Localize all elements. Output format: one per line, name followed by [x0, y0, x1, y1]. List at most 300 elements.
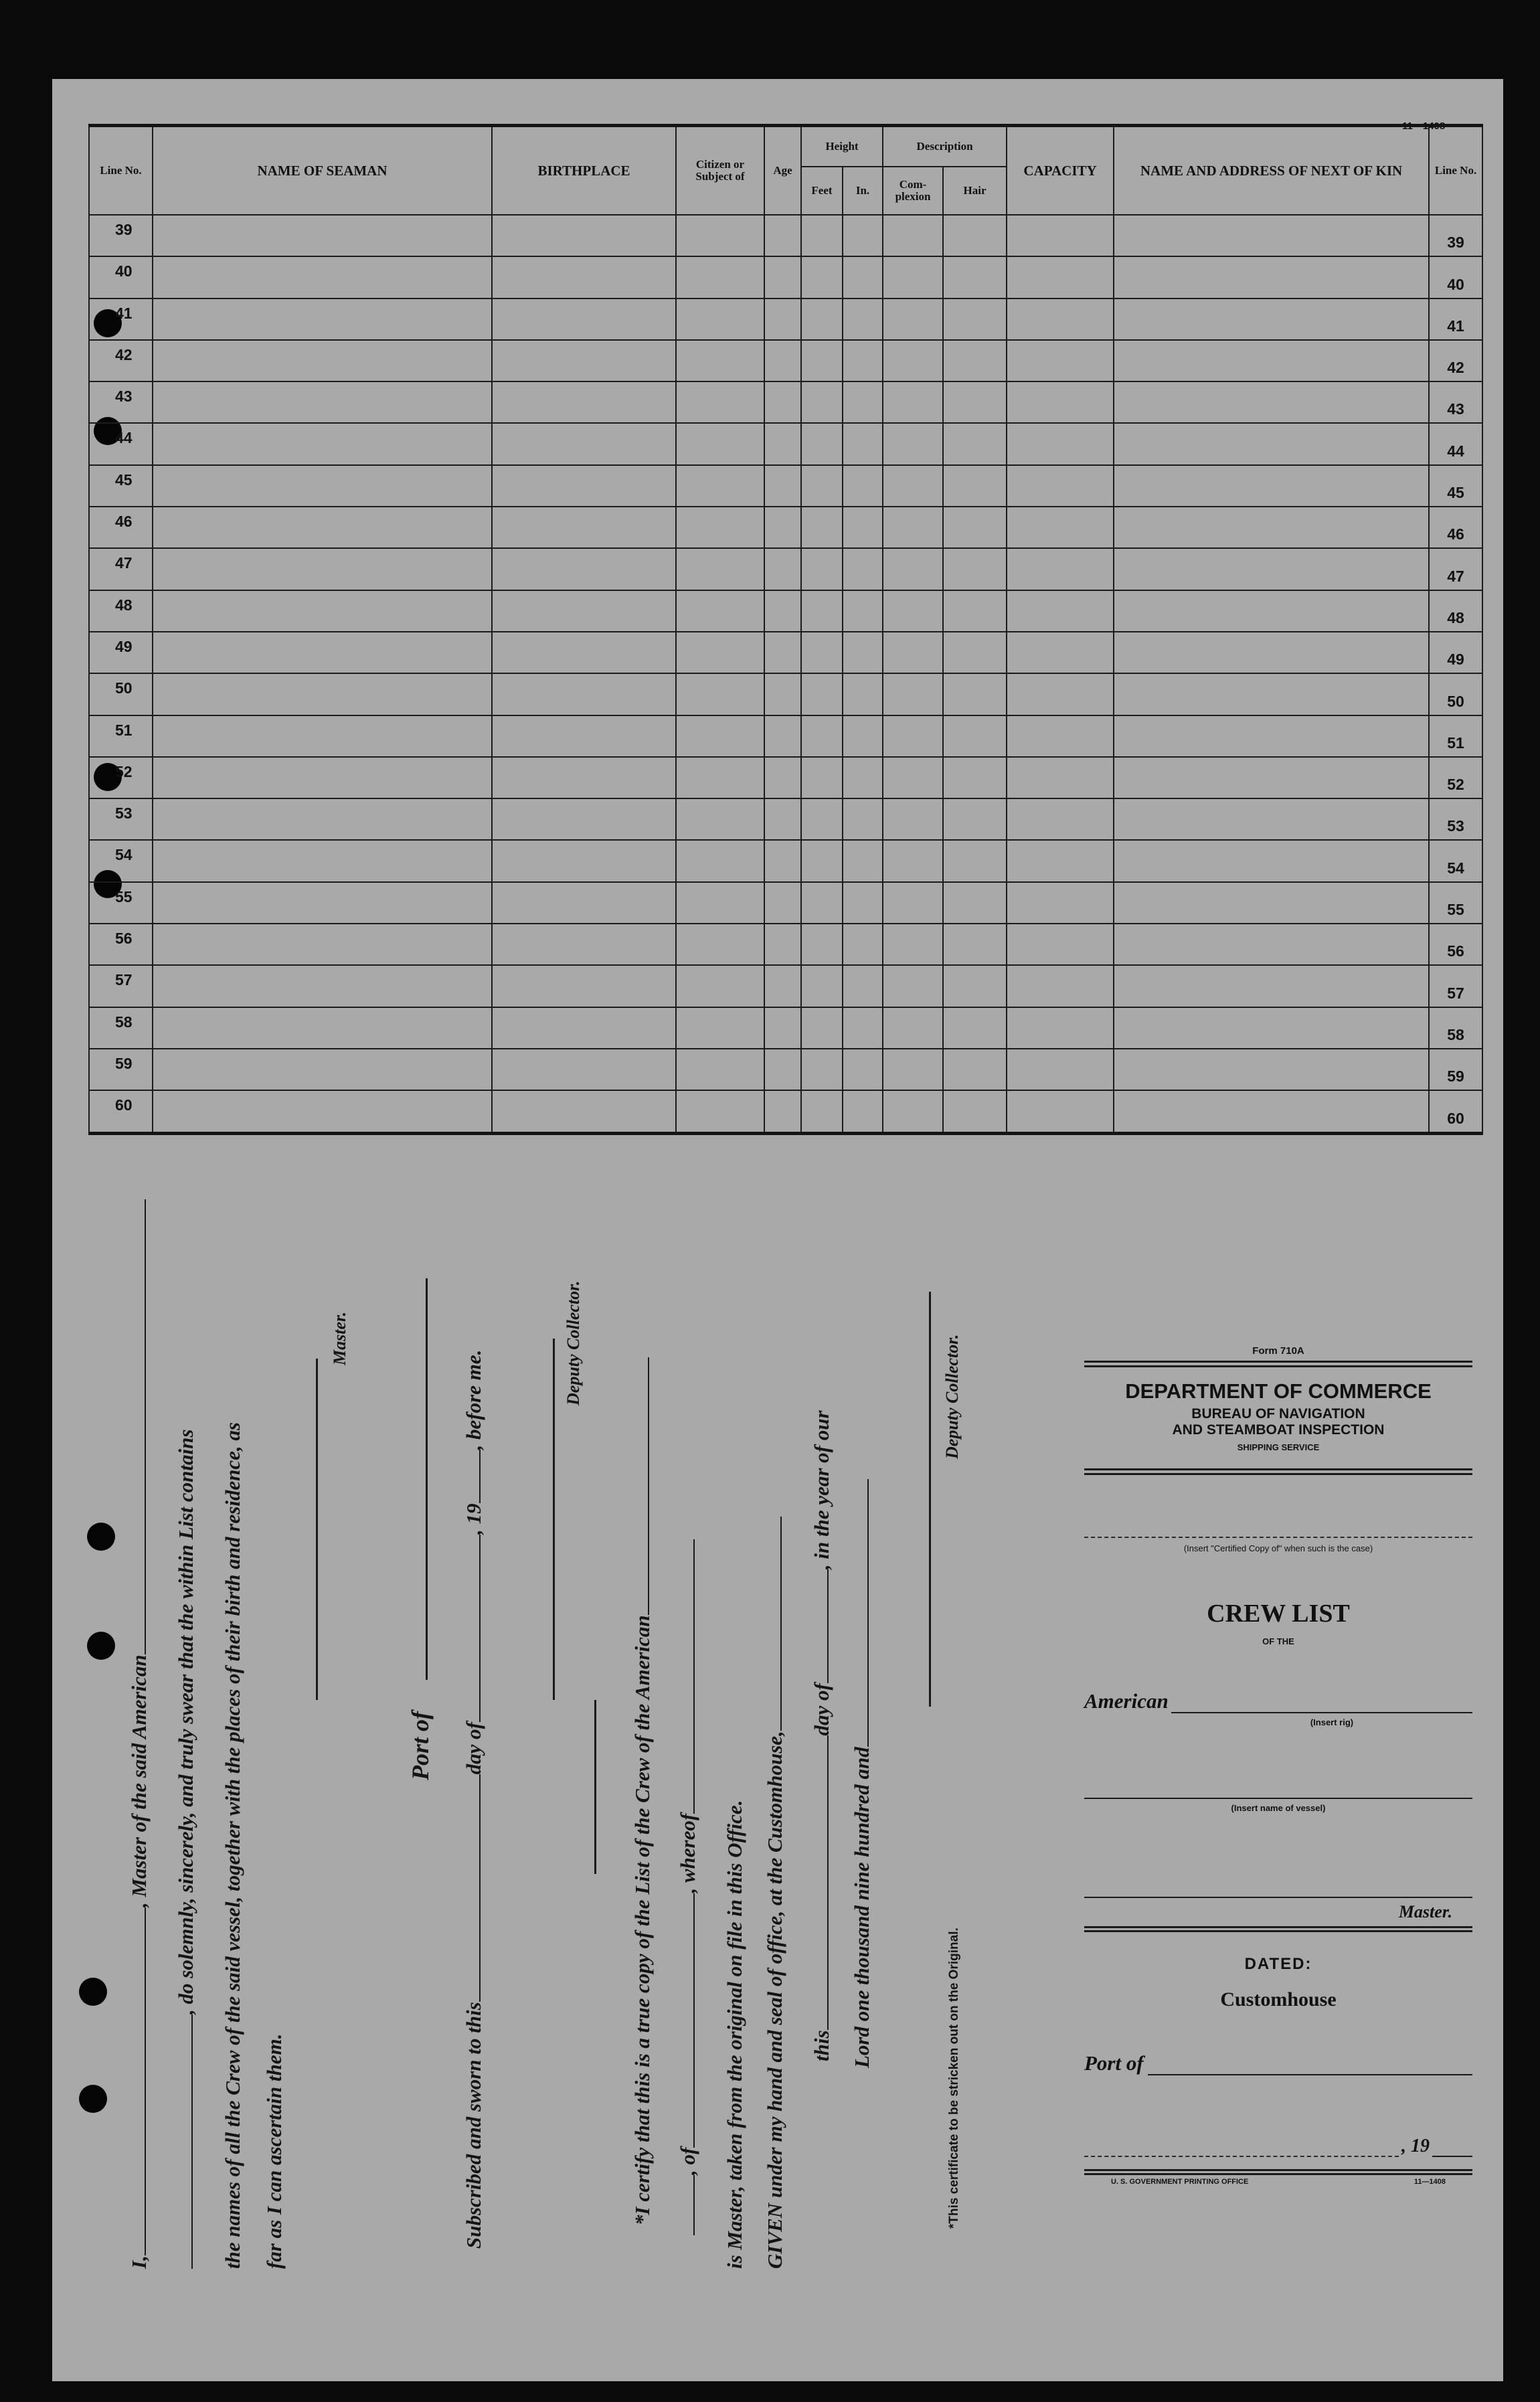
- table-row: [89, 215, 1482, 256]
- line-number-text: 53: [1447, 817, 1464, 835]
- line-number-left: [89, 256, 153, 298]
- line-number-text: 50: [115, 679, 133, 697]
- punch-hole: [79, 2085, 107, 2113]
- table-row: [89, 715, 1482, 757]
- line-number-text: 43: [115, 388, 133, 406]
- table-cell: [676, 882, 764, 924]
- deputy-collector-2: Deputy Collector.: [942, 1334, 962, 1459]
- table-cell: [492, 757, 676, 798]
- line-number-text: 50: [1447, 692, 1464, 710]
- table-cell: [1007, 757, 1114, 798]
- table-cell: [153, 548, 492, 590]
- line-number-right: [1429, 1007, 1482, 1049]
- table-cell: [943, 798, 1007, 840]
- table-cell: [1114, 423, 1429, 464]
- table-cell: [801, 924, 843, 965]
- table-cell: [883, 757, 943, 798]
- table-cell: [153, 757, 492, 798]
- table-cell: [492, 632, 676, 673]
- header-capacity: CAPACITY: [1007, 126, 1114, 216]
- punch-hole: [87, 1632, 115, 1660]
- line-number-left: [89, 1090, 153, 1133]
- line-number-left: [89, 840, 153, 881]
- line-number-right: [1429, 215, 1482, 256]
- table-cell: [676, 1007, 764, 1049]
- table-cell: [883, 632, 943, 673]
- table-cell: [153, 256, 492, 298]
- line-number-text: 41: [115, 304, 133, 322]
- table-cell: [943, 840, 1007, 881]
- table-cell: [801, 673, 843, 715]
- short-line: [594, 1700, 596, 1874]
- line-number-left: [89, 590, 153, 632]
- line-number-left: [89, 924, 153, 965]
- table-cell: [1007, 548, 1114, 590]
- table-cell: [1007, 256, 1114, 298]
- table-cell: [676, 590, 764, 632]
- line-number-left: [89, 798, 153, 840]
- table-cell: [1114, 298, 1429, 340]
- line-number-right: [1429, 340, 1482, 381]
- table-cell: [764, 1007, 801, 1049]
- table-cell: [1007, 715, 1114, 757]
- line-number-text: 47: [115, 554, 133, 572]
- line-number-right: [1429, 840, 1482, 881]
- table-cell: [843, 340, 883, 381]
- table-row: [89, 507, 1482, 548]
- table-cell: [1114, 798, 1429, 840]
- table-cell: [883, 590, 943, 632]
- line-number-right: [1429, 548, 1482, 590]
- table-cell: [676, 381, 764, 423]
- table-cell: [153, 1090, 492, 1133]
- line-number-text: 57: [1447, 984, 1464, 1002]
- line-number-text: 51: [115, 721, 133, 739]
- port-of-label: Port of: [407, 1711, 434, 1780]
- table-cell: [883, 673, 943, 715]
- table-cell: [153, 590, 492, 632]
- table-cell: [883, 548, 943, 590]
- line-number-text: 59: [115, 1054, 133, 1072]
- table-cell: [883, 1007, 943, 1049]
- line-number-text: 55: [115, 887, 133, 906]
- table-cell: [764, 465, 801, 507]
- table-cell: [943, 381, 1007, 423]
- line-number-left: [89, 715, 153, 757]
- table-cell: [676, 215, 764, 256]
- table-cell: [843, 590, 883, 632]
- table-cell: [153, 798, 492, 840]
- table-cell: [1114, 1049, 1429, 1090]
- table-cell: [492, 298, 676, 340]
- header-inches: In.: [843, 167, 883, 215]
- certificate-footnote: *This certificate to be stricken out on the Original.: [947, 1927, 961, 2229]
- table-cell: [1114, 1090, 1429, 1133]
- table-cell: [492, 965, 676, 1007]
- table-cell: [676, 840, 764, 881]
- line-number-right: [1429, 590, 1482, 632]
- table-cell: [764, 673, 801, 715]
- line-number-text: 58: [115, 1013, 133, 1031]
- table-cell: [883, 715, 943, 757]
- deputy-collector-line-2: [929, 1292, 931, 1707]
- line-number-text: 54: [1447, 859, 1464, 877]
- table-cell: [676, 256, 764, 298]
- table-cell: [801, 965, 843, 1007]
- table-cell: [764, 965, 801, 1007]
- line-number-left: [89, 632, 153, 673]
- cover-bureau-1: BUREAU OF NAVIGATION: [1191, 1406, 1365, 1422]
- table-cell: [843, 840, 883, 881]
- line-number-text: 55: [1447, 901, 1464, 919]
- line-number-left: [89, 1049, 153, 1090]
- table-cell: [1007, 673, 1114, 715]
- line-number-left: [89, 298, 153, 340]
- line-number-text: 42: [1447, 359, 1464, 377]
- cover-master-label: Master.: [1398, 1902, 1452, 1921]
- line-number-left: [89, 340, 153, 381]
- oath-line-4: far as I can ascertain them.: [262, 2033, 286, 2269]
- table-cell: [943, 548, 1007, 590]
- header-name-of-seaman: NAME OF SEAMAN: [153, 126, 492, 216]
- header-citizen: Citizen or Subject of: [676, 126, 764, 216]
- table-cell: [676, 298, 764, 340]
- line-number-text: 60: [115, 1096, 133, 1114]
- cover-form-number: Form 710A: [1252, 1345, 1304, 1357]
- table-cell: [492, 256, 676, 298]
- line-number-text: 39: [115, 221, 133, 238]
- deputy-collector-1: Deputy Collector.: [564, 1280, 583, 1405]
- header-hair: Hair: [943, 167, 1007, 215]
- table-row: [89, 340, 1482, 381]
- table-cell: [764, 632, 801, 673]
- table-cell: [764, 215, 801, 256]
- table-cell: [764, 715, 801, 757]
- table-cell: [1114, 1007, 1429, 1049]
- line-number-right: [1429, 1090, 1482, 1133]
- line-number-text: 54: [115, 846, 133, 864]
- line-number-text: 44: [115, 429, 133, 447]
- table-cell: [943, 215, 1007, 256]
- cover-customhouse: Customhouse: [1220, 1988, 1337, 2010]
- table-cell: [843, 381, 883, 423]
- cover-bureau-2: AND STEAMBOAT INSPECTION: [1172, 1422, 1385, 1438]
- line-number-text: 49: [1447, 651, 1464, 669]
- table-cell: [764, 882, 801, 924]
- line-number-text: 53: [115, 804, 133, 823]
- table-cell: [1007, 381, 1114, 423]
- table-cell: [676, 507, 764, 548]
- table-cell: [843, 673, 883, 715]
- table-row: [89, 590, 1482, 632]
- line-number-text: 46: [1447, 525, 1464, 543]
- table-cell: [883, 882, 943, 924]
- line-number-left: [89, 757, 153, 798]
- table-cell: [764, 256, 801, 298]
- table-cell: [676, 798, 764, 840]
- cover-insert-certified: (Insert "Certified Copy of" when such is the case): [1183, 1543, 1373, 1553]
- table-cell: [676, 1090, 764, 1133]
- table-cell: [1114, 590, 1429, 632]
- table-cell: [1114, 757, 1429, 798]
- table-cell: [153, 340, 492, 381]
- table-cell: [492, 1090, 676, 1133]
- table-cell: [153, 1049, 492, 1090]
- line-number-right: [1429, 507, 1482, 548]
- table-cell: [1007, 215, 1114, 256]
- certificate-this: thisday of, in the year of our: [810, 1410, 833, 2061]
- table-row: [89, 757, 1482, 798]
- table-row: [89, 1090, 1482, 1133]
- table-cell: [492, 340, 676, 381]
- line-number-text: 51: [1447, 734, 1464, 752]
- line-number-left: [89, 1007, 153, 1049]
- punch-hole: [79, 1978, 107, 2006]
- line-number-right: [1429, 882, 1482, 924]
- table-cell: [843, 632, 883, 673]
- table-cell: [676, 632, 764, 673]
- line-number-right: [1429, 673, 1482, 715]
- line-number-left: [89, 507, 153, 548]
- oath-line-1: I,, Master of the said American: [127, 1199, 151, 2269]
- table-cell: [883, 423, 943, 464]
- table-cell: [1114, 840, 1429, 881]
- header-birthplace: BIRTHPLACE: [492, 126, 676, 216]
- table-cell: [492, 882, 676, 924]
- port-of-line: [426, 1278, 428, 1680]
- table-cell: [1007, 1090, 1114, 1133]
- table-cell: [943, 590, 1007, 632]
- cover-insert-rig: (Insert rig): [1310, 1717, 1354, 1727]
- table-cell: [676, 423, 764, 464]
- table-cell: [676, 965, 764, 1007]
- table-cell: [801, 1007, 843, 1049]
- line-number-left: [89, 381, 153, 423]
- line-number-left: [89, 673, 153, 715]
- line-number-right: [1429, 757, 1482, 798]
- master-signature-line: [316, 1359, 318, 1700]
- table-cell: [764, 757, 801, 798]
- table-cell: [883, 924, 943, 965]
- line-number-right: [1429, 632, 1482, 673]
- table-cell: [764, 548, 801, 590]
- table-cell: [943, 632, 1007, 673]
- table-cell: [1114, 548, 1429, 590]
- table-cell: [153, 507, 492, 548]
- table-cell: [1007, 423, 1114, 464]
- table-cell: [492, 215, 676, 256]
- table-cell: [1114, 381, 1429, 423]
- table-cell: [492, 465, 676, 507]
- table-cell: [764, 507, 801, 548]
- table-cell: [1007, 340, 1114, 381]
- table-cell: [1114, 965, 1429, 1007]
- table-cell: [1114, 507, 1429, 548]
- table-cell: [492, 548, 676, 590]
- table-cell: [1114, 215, 1429, 256]
- line-number-right: [1429, 715, 1482, 757]
- table-cell: [883, 507, 943, 548]
- table-cell: [153, 882, 492, 924]
- cover-american-line: American: [1084, 1689, 1472, 1713]
- table-cell: [843, 423, 883, 464]
- header-complexion: Com-plexion: [883, 167, 943, 215]
- table-cell: [943, 298, 1007, 340]
- table-cell: [801, 1090, 843, 1133]
- table-row: [89, 673, 1482, 715]
- master-label: Master.: [330, 1311, 349, 1365]
- table-cell: [943, 965, 1007, 1007]
- table-cell: [676, 465, 764, 507]
- table-cell: [1114, 715, 1429, 757]
- cover-panel: [1084, 1345, 1472, 2215]
- line-number-text: 56: [115, 930, 133, 948]
- table-cell: [153, 840, 492, 881]
- line-number-left: [89, 548, 153, 590]
- table-row: [89, 965, 1482, 1007]
- certificate-line-2: , of, whereof: [676, 1539, 700, 2235]
- table-cell: [1007, 298, 1114, 340]
- table-row: [89, 256, 1482, 298]
- table-row: [89, 423, 1482, 464]
- table-cell: [943, 673, 1007, 715]
- table-cell: [843, 924, 883, 965]
- table-cell: [153, 632, 492, 673]
- line-number-left: [89, 965, 153, 1007]
- table-cell: [492, 1049, 676, 1090]
- table-cell: [883, 256, 943, 298]
- table-cell: [764, 798, 801, 840]
- table-cell: [843, 465, 883, 507]
- line-number-text: 40: [115, 262, 133, 280]
- table-cell: [801, 381, 843, 423]
- certificate-lord: Lord one thousand nine hundred and: [850, 1479, 874, 2068]
- table-cell: [1007, 1049, 1114, 1090]
- line-number-left: [89, 465, 153, 507]
- table-cell: [843, 715, 883, 757]
- line-number-right: [1429, 1049, 1482, 1090]
- line-number-right: [1429, 423, 1482, 464]
- table-cell: [883, 1049, 943, 1090]
- header-feet: Feet: [801, 167, 843, 215]
- table-cell: [801, 840, 843, 881]
- table-cell: [1007, 632, 1114, 673]
- table-cell: [883, 340, 943, 381]
- header-line-no-right: Line No.: [1429, 126, 1482, 216]
- table-cell: [801, 1049, 843, 1090]
- table-cell: [153, 215, 492, 256]
- line-number-text: 57: [115, 971, 133, 989]
- table-cell: [801, 340, 843, 381]
- table-cell: [943, 715, 1007, 757]
- table-cell: [153, 715, 492, 757]
- table-cell: [801, 757, 843, 798]
- table-cell: [801, 507, 843, 548]
- form-number-top: 11—1408: [1402, 120, 1446, 132]
- line-number-right: [1429, 798, 1482, 840]
- line-number-text: 52: [1447, 776, 1464, 794]
- table-row: [89, 381, 1482, 423]
- table-cell: [883, 798, 943, 840]
- table-cell: [801, 632, 843, 673]
- cover-of-the: OF THE: [1262, 1636, 1294, 1646]
- table-row: [89, 1049, 1482, 1090]
- table-cell: [676, 673, 764, 715]
- table-cell: [943, 882, 1007, 924]
- line-number-text: 47: [1447, 567, 1464, 585]
- table-cell: [1007, 840, 1114, 881]
- deputy-collector-line-1: [553, 1339, 555, 1700]
- table-cell: [1007, 965, 1114, 1007]
- table-cell: [943, 757, 1007, 798]
- table-cell: [676, 715, 764, 757]
- table-cell: [943, 1090, 1007, 1133]
- table-row: [89, 840, 1482, 881]
- table-cell: [1007, 590, 1114, 632]
- table-cell: [764, 840, 801, 881]
- certificate-line-1: *I certify that this is a true copy of the List of the Crew of the American: [630, 1357, 655, 2225]
- line-number-text: 43: [1447, 400, 1464, 418]
- table-cell: [843, 1007, 883, 1049]
- table-cell: [492, 715, 676, 757]
- table-cell: [676, 757, 764, 798]
- table-cell: [801, 423, 843, 464]
- table-row: [89, 882, 1482, 924]
- table-cell: [883, 381, 943, 423]
- table-cell: [843, 507, 883, 548]
- header-next-of-kin: NAME AND ADDRESS OF NEXT OF KIN: [1114, 126, 1429, 216]
- table-cell: [801, 298, 843, 340]
- table-cell: [676, 340, 764, 381]
- table-row: [89, 548, 1482, 590]
- header-description: Description: [883, 126, 1007, 167]
- table-row: [89, 298, 1482, 340]
- table-cell: [1114, 673, 1429, 715]
- table-cell: [153, 423, 492, 464]
- line-number-text: 45: [1447, 484, 1464, 502]
- subscribed-line: Subscribed and sworn to thisday of, 19, before me.: [462, 1349, 485, 2249]
- table-cell: [492, 423, 676, 464]
- cover-printing-office: U. S. GOVERNMENT PRINTING OFFICE 11—1408: [1111, 2178, 1446, 2186]
- cover-department: DEPARTMENT OF COMMERCE: [1125, 1379, 1432, 1403]
- table-cell: [764, 1090, 801, 1133]
- cover-date-line: , 19: [1084, 2136, 1472, 2157]
- table-cell: [153, 965, 492, 1007]
- line-number-left: [89, 882, 153, 924]
- table-cell: [764, 381, 801, 423]
- line-number-text: 58: [1447, 1025, 1464, 1043]
- header-age: Age: [764, 126, 801, 216]
- oath-line-3: the names of all the Crew of the said vessel, together with the places of their birth and residence, as: [221, 1422, 244, 2269]
- table-cell: [153, 465, 492, 507]
- cover-port-of-line: Port of: [1084, 2051, 1472, 2075]
- cover-crew-list-title: CREW LIST: [1207, 1600, 1350, 1628]
- oath-line-2: , do solemnly, sincerely, and truly swear that the within List contains: [174, 1430, 198, 2269]
- table-cell: [883, 1090, 943, 1133]
- table-cell: [943, 1049, 1007, 1090]
- table-cell: [676, 548, 764, 590]
- table-cell: [883, 840, 943, 881]
- table-row: [89, 465, 1482, 507]
- table-cell: [801, 590, 843, 632]
- punch-hole: [87, 1523, 115, 1551]
- table-row: [89, 632, 1482, 673]
- table-cell: [1007, 924, 1114, 965]
- line-number-text: 46: [115, 513, 133, 531]
- table-cell: [492, 1007, 676, 1049]
- table-cell: [883, 298, 943, 340]
- table-cell: [843, 548, 883, 590]
